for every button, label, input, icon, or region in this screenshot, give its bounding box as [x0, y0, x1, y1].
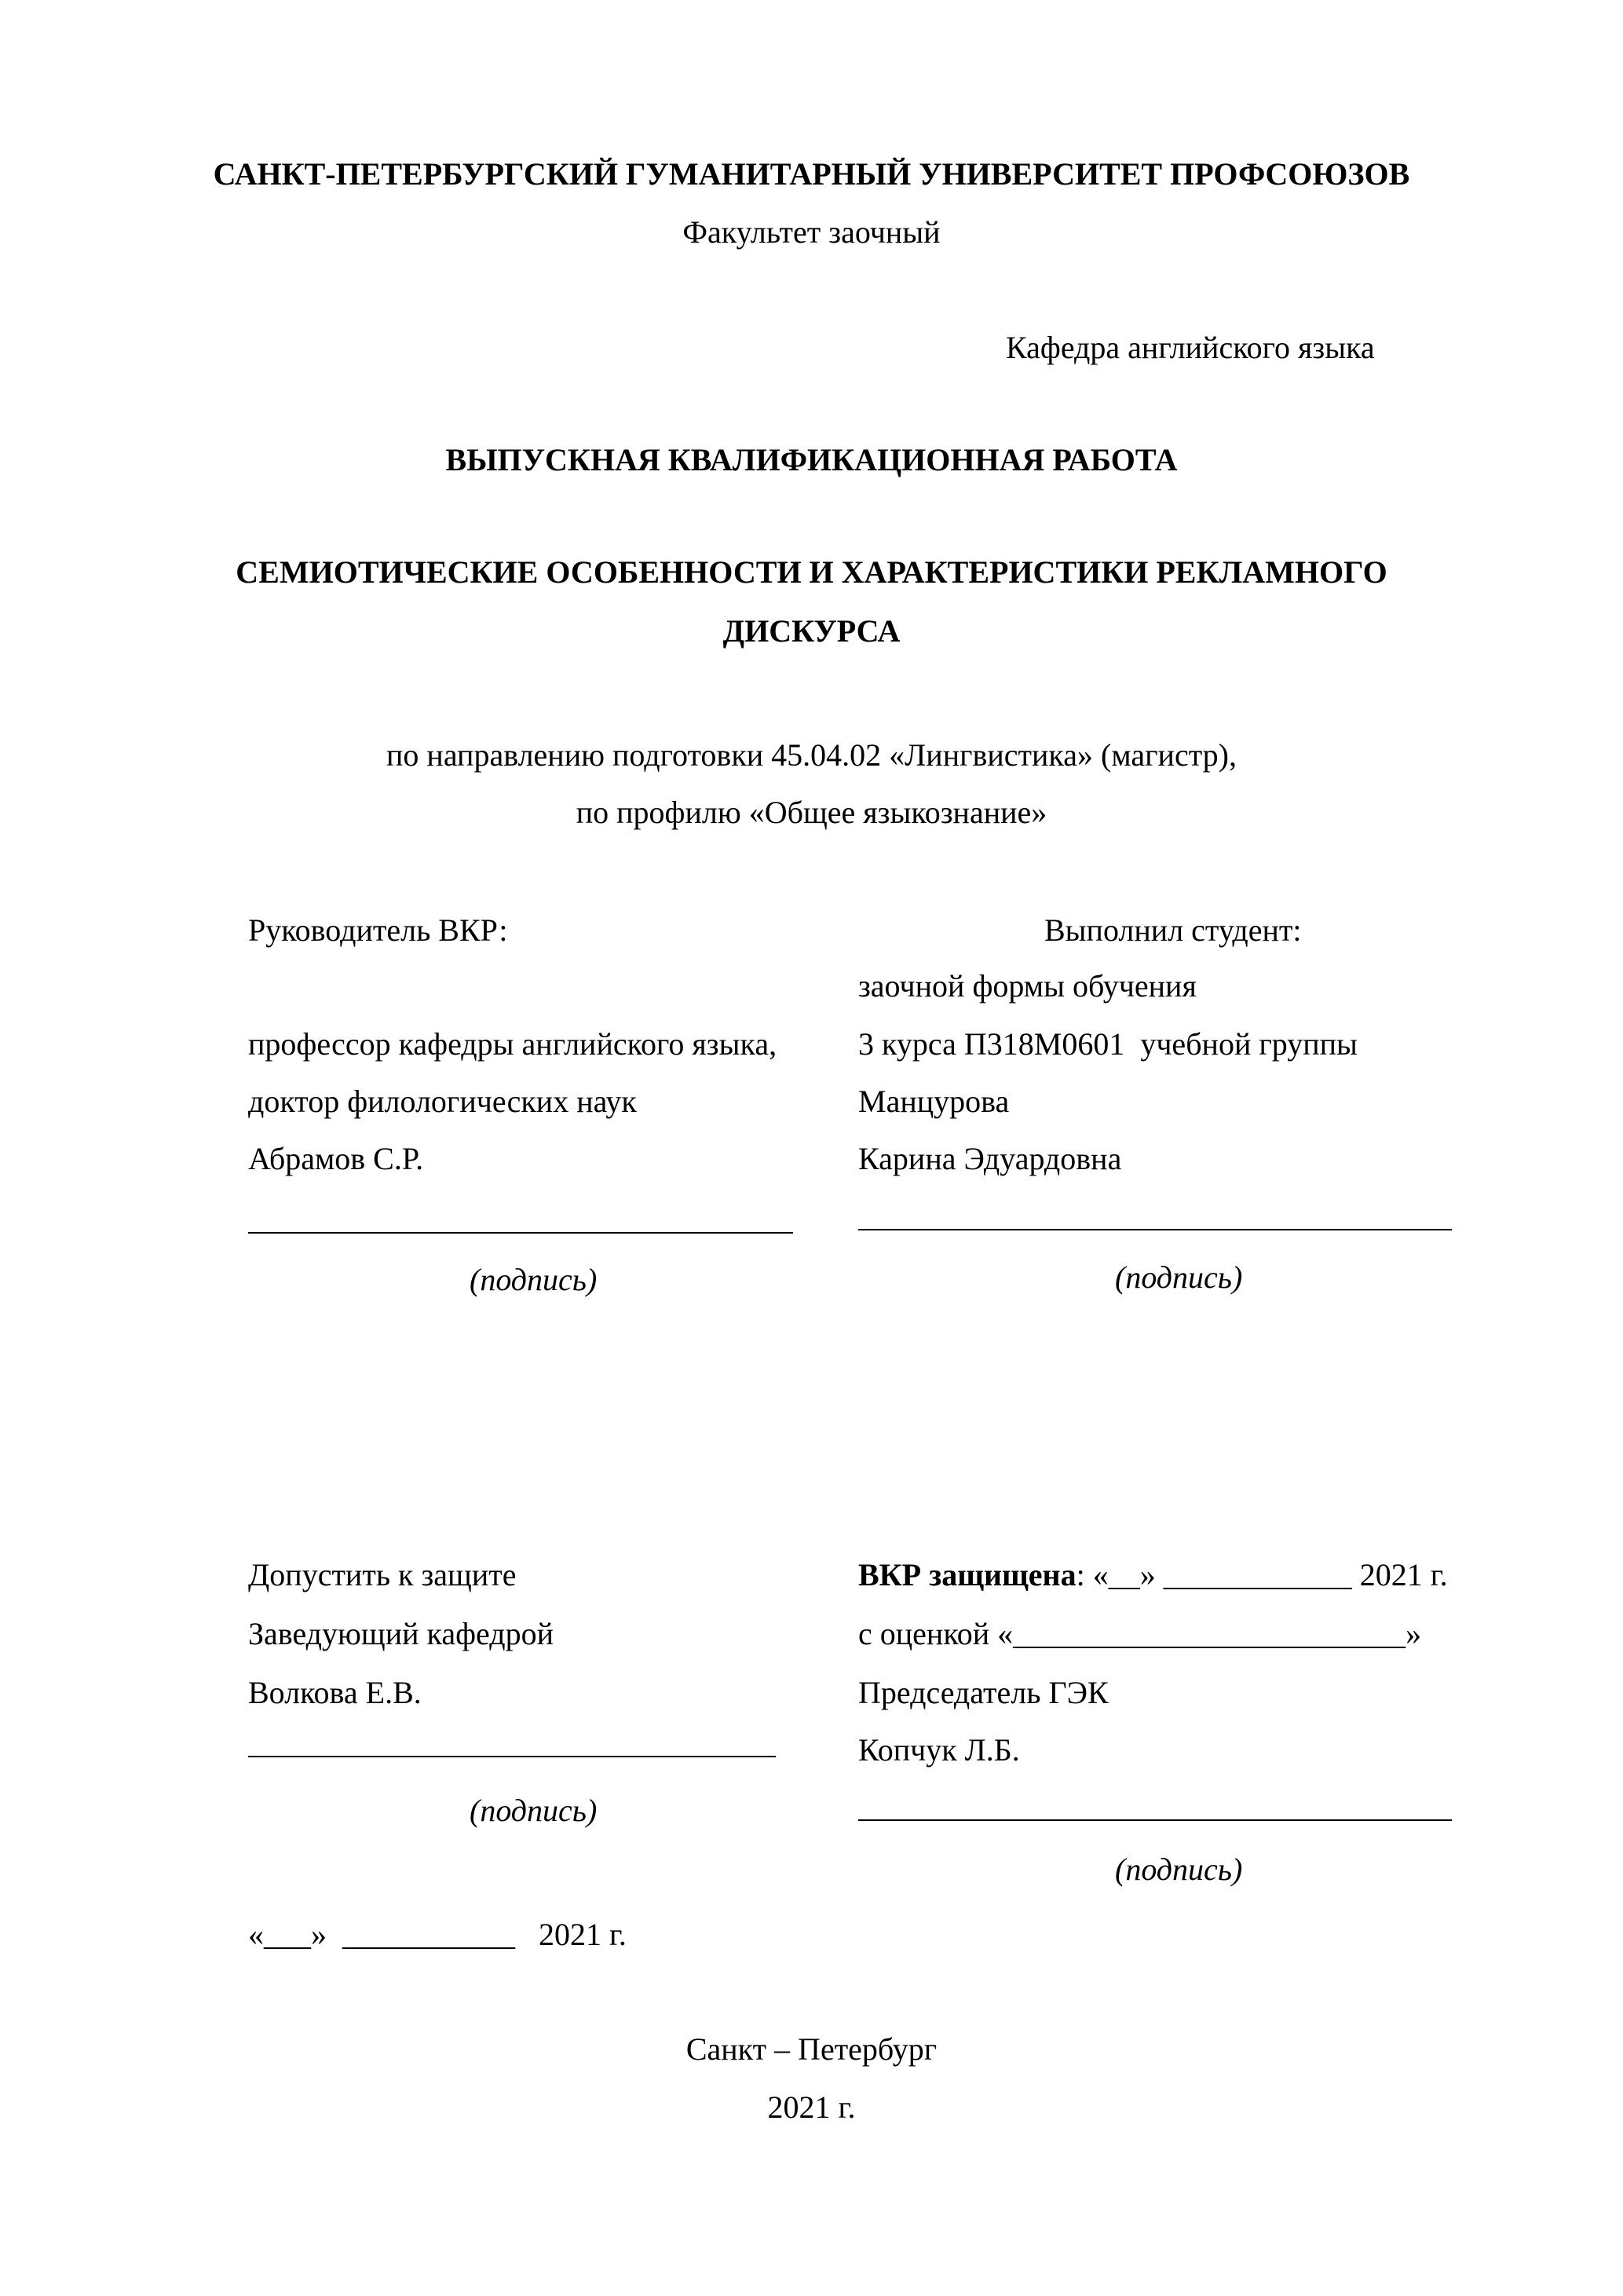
footer-year: 2021 г. — [767, 2089, 856, 2125]
university-name: САНКТ-ПЕТЕРБУРГСКИЙ ГУМАНИТАРНЫЙ УНИВЕРСИТЕТ ПРОФСОЮЗОВ — [213, 156, 1410, 192]
supervisor-name: Абрамов С.Р. — [248, 1141, 424, 1176]
admission-role: Заведующий кафедрой — [248, 1616, 554, 1651]
admission-date: «___» ___________ 2021 г. — [248, 1917, 627, 1952]
admission-signature-caption: (подпись) — [470, 1793, 598, 1828]
defense-grade: с оценкой «_________________________» — [858, 1616, 1422, 1651]
program-direction: по направлению подготовки 45.04.02 «Лингвистика» (магистр), — [386, 737, 1237, 773]
supervisor-degree: доктор филологических наук — [248, 1084, 637, 1119]
topic-line-1: СЕМИОТИЧЕСКИЕ ОСОБЕННОСТИ И ХАРАКТЕРИСТИКИ РЕКЛАМНОГО — [236, 554, 1387, 590]
student-group: 3 курса П318М0601 учебной группы — [858, 1026, 1358, 1062]
student-given-names: Карина Эдуардовна — [858, 1141, 1122, 1176]
defense-label: ВКР защищена — [858, 1557, 1077, 1592]
student-form: заочной формы обучения — [858, 968, 1197, 1004]
supervisor-position: профессор кафедры английского языка, — [248, 1026, 777, 1062]
student-signature-caption: (подпись) — [1115, 1260, 1243, 1295]
defense-signature-caption: (подпись) — [1115, 1852, 1243, 1887]
admission-name: Волкова Е.В. — [248, 1675, 422, 1710]
student-signature-line — [858, 1229, 1452, 1230]
work-type: ВЫПУСКНАЯ КВАЛИФИКАЦИОННАЯ РАБОТА — [445, 442, 1178, 477]
supervisor-signature-caption: (подпись) — [470, 1262, 598, 1297]
defense-chair-role: Председатель ГЭК — [858, 1675, 1109, 1710]
defense-chair-name: Копчук Л.Б. — [858, 1732, 1020, 1768]
program-profile: по профилю «Общее языкознание» — [576, 795, 1047, 830]
defense-date: : «__» ____________ 2021 г. — [1076, 1557, 1448, 1592]
student-surname: Манцурова — [858, 1084, 1010, 1119]
defense-signature-line — [858, 1819, 1452, 1821]
admission-label: Допустить к защите — [248, 1557, 517, 1592]
defense-status — [858, 1559, 1448, 1591]
admission-signature-line — [248, 1756, 776, 1757]
faculty: Факультет заочный — [682, 214, 941, 250]
footer-city: Санкт – Петербург — [685, 2031, 938, 2067]
supervisor-label: Руководитель ВКР: — [248, 912, 508, 948]
student-label: Выполнил студент: — [1044, 912, 1302, 948]
topic-line-2: ДИСКУРСА — [722, 613, 901, 649]
supervisor-signature-line — [248, 1232, 793, 1234]
department: Кафедра английского языка — [1006, 330, 1375, 365]
